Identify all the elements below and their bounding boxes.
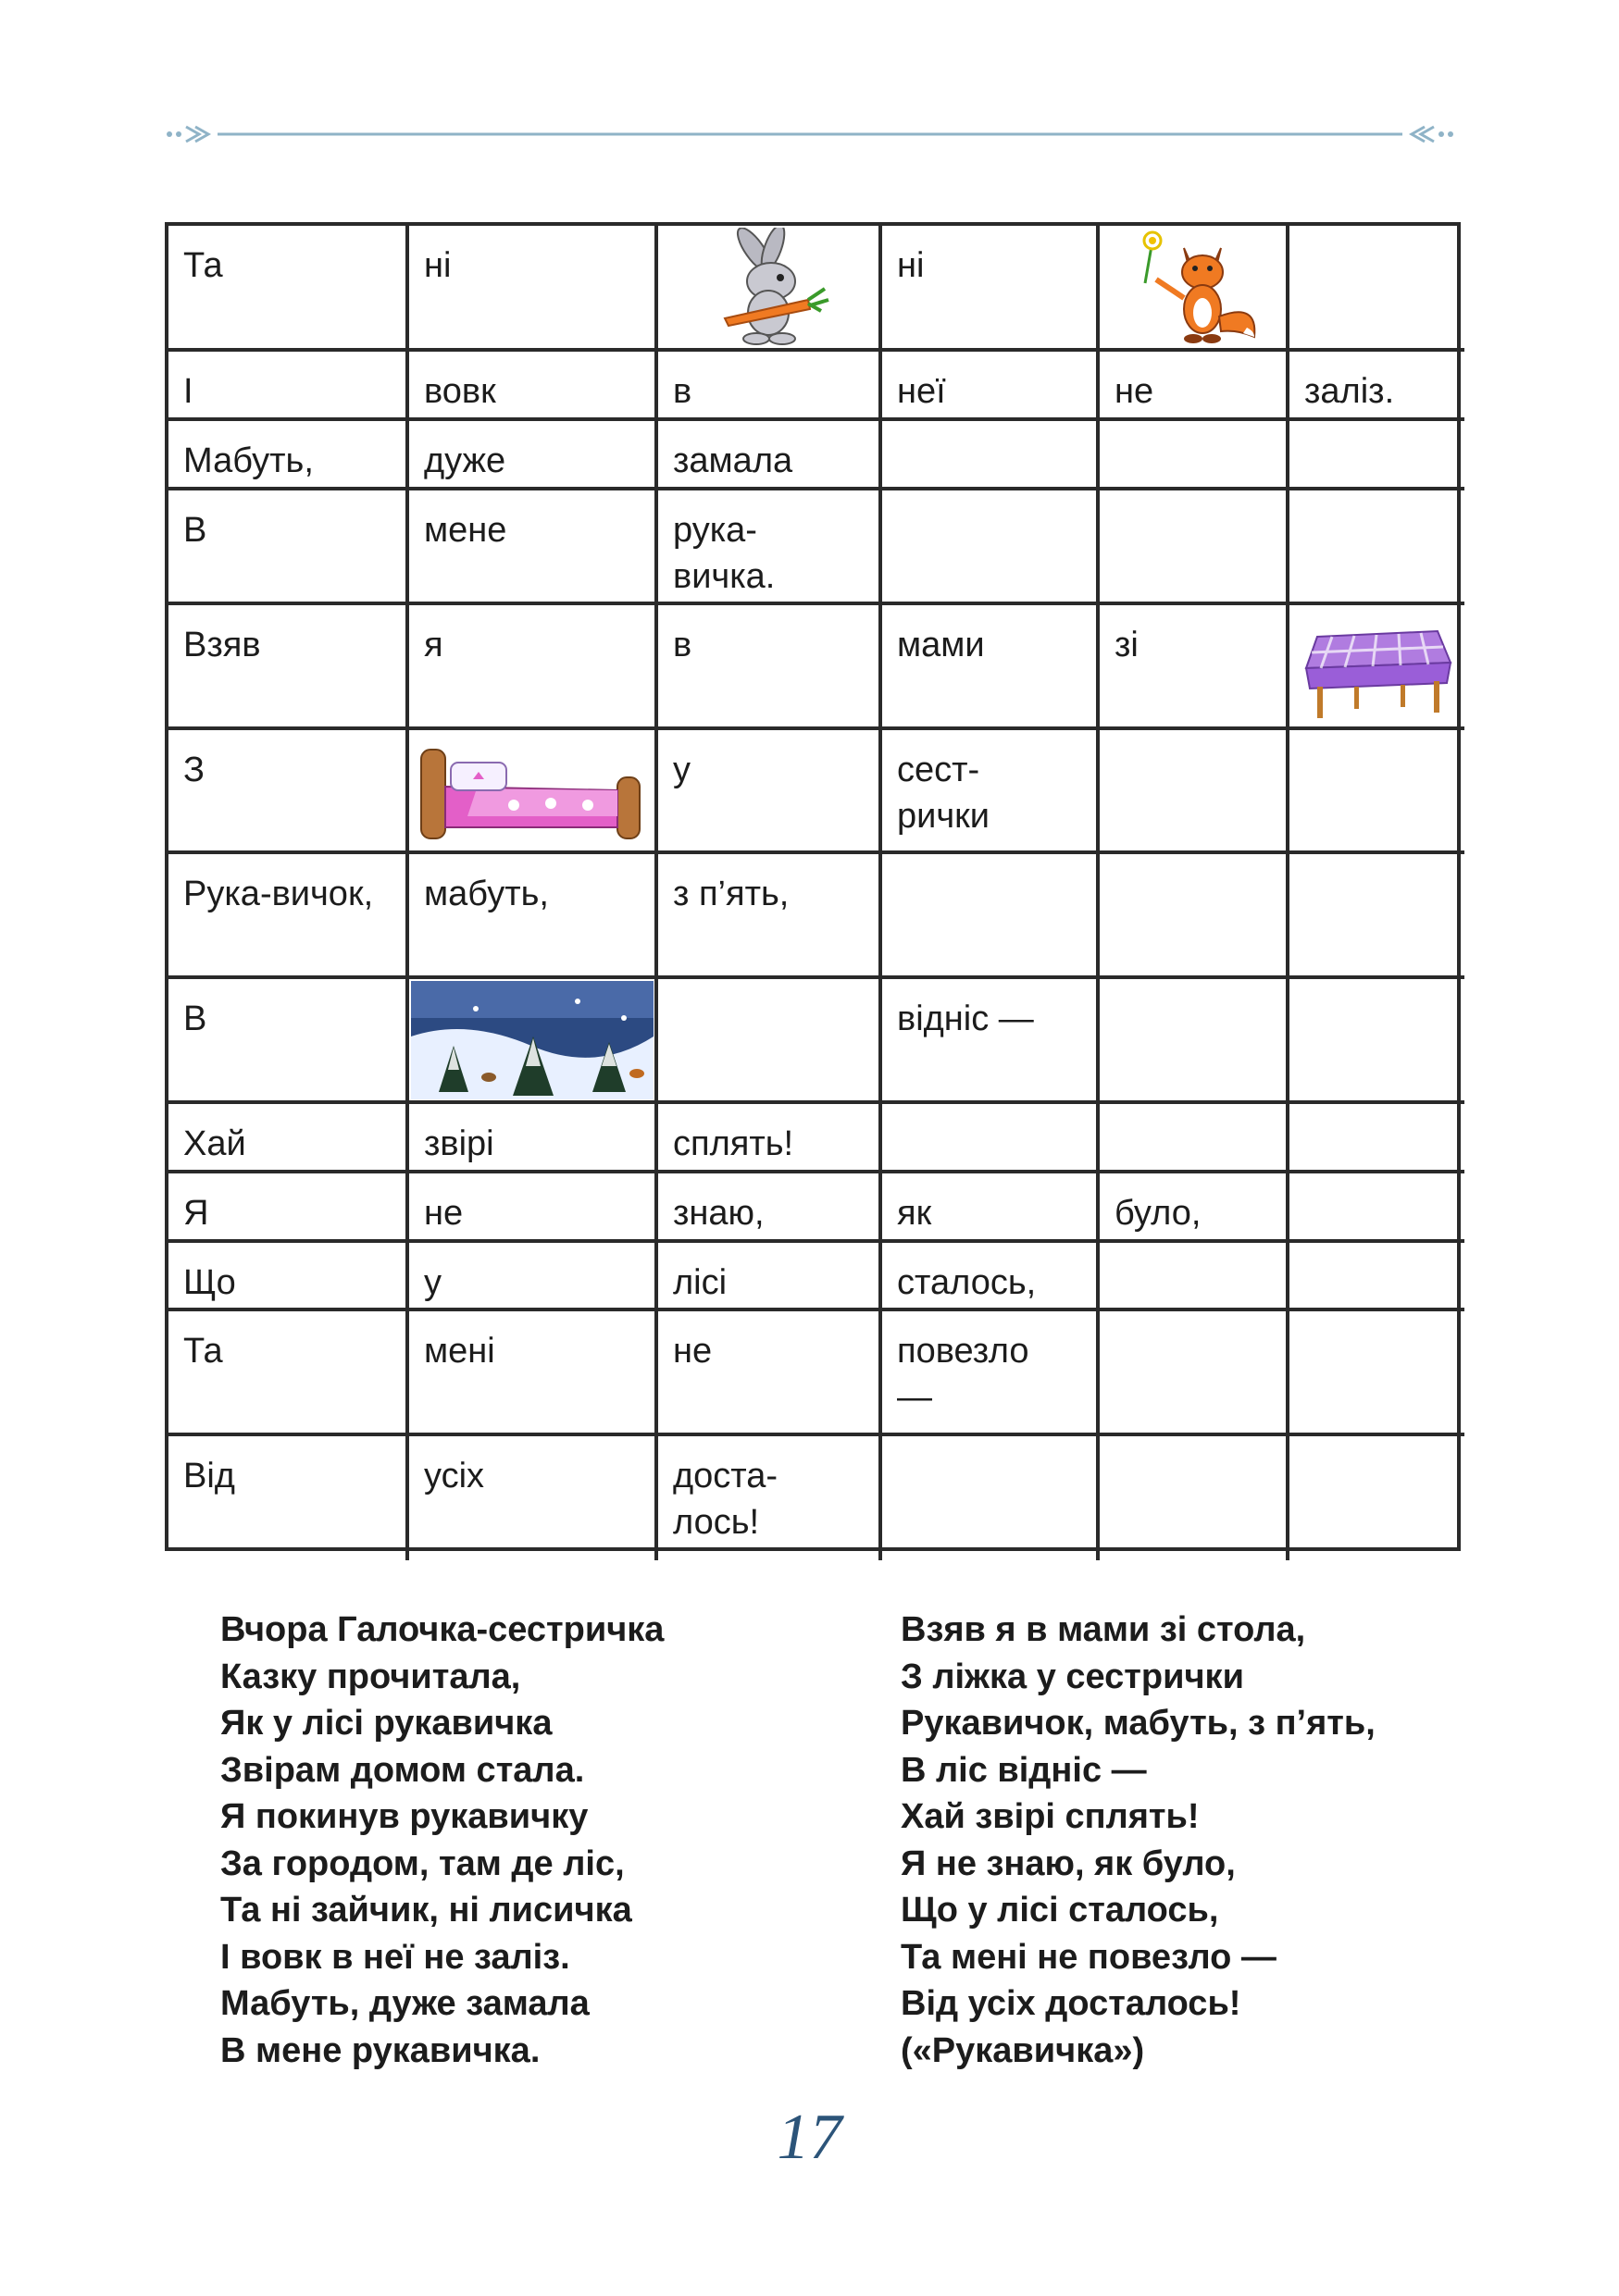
table-cell-empty <box>1289 421 1464 490</box>
table-cell-empty <box>882 1436 1100 1560</box>
table-cell-empty <box>658 979 882 1104</box>
table-cell-word: замала <box>658 421 882 490</box>
table-cell-empty <box>1289 730 1464 854</box>
table-cell-empty <box>1289 854 1464 979</box>
winter-forest-icon <box>411 981 654 1099</box>
table-cell-word: знаю, <box>658 1173 882 1243</box>
table-cell-empty <box>1100 490 1289 605</box>
poem-line: І вовк в неї не заліз. <box>220 1937 570 1977</box>
table-cell-word: не <box>1100 352 1289 421</box>
table-cell-empty <box>1100 730 1289 854</box>
table-cell-empty <box>882 1104 1100 1173</box>
poem-line: Та мені не повезло — <box>901 1937 1277 1977</box>
table-cell-word: сталось, <box>882 1243 1100 1311</box>
page-number: 17 <box>777 2102 842 2173</box>
poem-line: Казку прочитала, <box>220 1657 521 1696</box>
table-cell-picture <box>409 979 658 1104</box>
table-cell-word: зі <box>1100 605 1289 730</box>
table-cell-empty <box>1289 979 1464 1104</box>
poem-line: Взяв я в мами зі стола, <box>901 1610 1306 1649</box>
table-cell-picture <box>658 226 882 352</box>
table-cell-empty <box>1289 1436 1464 1560</box>
poem-line: Мабуть, дуже замала <box>220 1984 590 2023</box>
poem-column-right <box>901 1607 1376 2074</box>
table-cell-word: Мабуть, <box>168 421 409 490</box>
table-cell-empty <box>1100 1243 1289 1311</box>
table-cell-word: доста- лось! <box>658 1436 882 1560</box>
table-cell-empty <box>1100 1436 1289 1560</box>
table-cell-word: мене <box>409 490 658 605</box>
table-cell-word: звірі <box>409 1104 658 1173</box>
table-cell-empty <box>1289 490 1464 605</box>
table-cell-word: Та <box>168 1311 409 1436</box>
table-cell-word: не <box>658 1311 882 1436</box>
poem-line: Рукавичок, мабуть, з п’ять, <box>901 1704 1376 1743</box>
poem-line: Та ні зайчик, ні лисичка <box>220 1891 632 1930</box>
table-cell-empty <box>882 421 1100 490</box>
table-cell-word: у <box>409 1243 658 1311</box>
table-cell-empty <box>1289 1173 1464 1243</box>
table-cell-word: лісі <box>658 1243 882 1311</box>
table-cell-empty <box>1289 1311 1464 1436</box>
poem-line: Що у лісі сталось, <box>901 1891 1219 1930</box>
table-cell-empty <box>1289 226 1464 352</box>
poem-line: Хай звірі сплять! <box>901 1797 1200 1836</box>
table-cell-word: відніс — <box>882 979 1100 1104</box>
poem-line: Я не знаю, як було, <box>901 1843 1236 1883</box>
poem-line: За городом, там де ліс, <box>220 1843 625 1883</box>
table-cell-word: рука- вичка. <box>658 490 882 605</box>
table-cell-word: В <box>168 490 409 605</box>
table-cell-empty <box>1100 854 1289 979</box>
fox-with-flower-icon <box>1119 228 1267 346</box>
poem-line: Звірам домом стала. <box>220 1750 585 1790</box>
poem-line: Вчора Галочка-сестричка <box>220 1610 665 1649</box>
table-icon <box>1299 609 1456 724</box>
table-cell-word: ні <box>409 226 658 352</box>
header-ornament <box>162 118 1458 150</box>
bed-icon <box>412 731 653 850</box>
table-cell-empty <box>1289 1243 1464 1311</box>
table-cell-empty <box>1289 1104 1464 1173</box>
table-cell-word: З <box>168 730 409 854</box>
table-cell-word: І <box>168 352 409 421</box>
table-cell-empty <box>1100 1104 1289 1173</box>
hare-with-carrot-icon <box>699 228 838 346</box>
poem-line: В мене рукавичка. <box>220 2030 541 2070</box>
table-cell-word: не <box>409 1173 658 1243</box>
table-cell-word: Рука-вичок, <box>168 854 409 979</box>
table-cell-word: я <box>409 605 658 730</box>
table-cell-picture <box>409 730 658 854</box>
table-cell-word: заліз. <box>1289 352 1464 421</box>
table-cell-word: мами <box>882 605 1100 730</box>
poem-line: В ліс відніс — <box>901 1750 1147 1790</box>
table-cell-word: сплять! <box>658 1104 882 1173</box>
table-cell-word: повезло — <box>882 1311 1100 1436</box>
table-cell-word: Що <box>168 1243 409 1311</box>
poem-line: Від усіх досталось! <box>901 1984 1241 2023</box>
table-cell-word: неї <box>882 352 1100 421</box>
table-cell-picture <box>1100 226 1289 352</box>
table-cell-word: з п’ять, <box>658 854 882 979</box>
table-cell-word: дуже <box>409 421 658 490</box>
table-cell-word: ні <box>882 226 1100 352</box>
table-cell-word: Від <box>168 1436 409 1560</box>
table-cell-word: Хай <box>168 1104 409 1173</box>
table-cell-empty <box>1100 421 1289 490</box>
poem-line: («Рукавичка») <box>901 2030 1145 2070</box>
poem-line: Як у лісі рукавичка <box>220 1704 553 1743</box>
table-cell-word: Та <box>168 226 409 352</box>
table-cell-word: в <box>658 352 882 421</box>
poem-line: З ліжка у сестрички <box>901 1657 1244 1696</box>
table-cell-word: в <box>658 605 882 730</box>
poem-column-left <box>220 1607 664 2074</box>
table-cell-word: вовк <box>409 352 658 421</box>
table-cell-word: усіх <box>409 1436 658 1560</box>
table-cell-word: сест- рички <box>882 730 1100 854</box>
table-cell-empty <box>882 490 1100 605</box>
table-cell-empty <box>1100 979 1289 1104</box>
table-cell-empty <box>1100 1311 1289 1436</box>
table-cell-word: у <box>658 730 882 854</box>
poem-line: Я покинув рукавичку <box>220 1797 589 1836</box>
table-cell-word: мабуть, <box>409 854 658 979</box>
table-cell-word: було, <box>1100 1173 1289 1243</box>
table-cell-empty <box>882 854 1100 979</box>
table-cell-word: В <box>168 979 409 1104</box>
table-cell-word: Я <box>168 1173 409 1243</box>
table-cell-picture <box>1289 605 1464 730</box>
table-cell-word: мені <box>409 1311 658 1436</box>
table-cell-word: Взяв <box>168 605 409 730</box>
word-picture-table <box>165 222 1461 1551</box>
table-cell-word: як <box>882 1173 1100 1243</box>
